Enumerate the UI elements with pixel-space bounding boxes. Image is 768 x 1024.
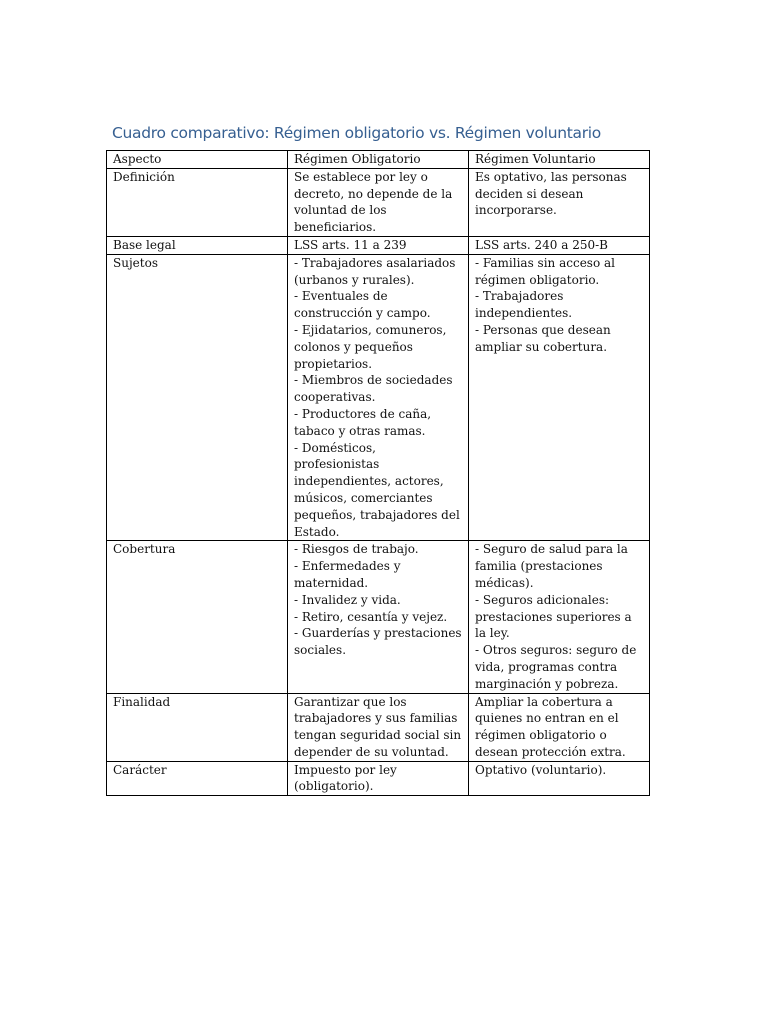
cell-obligatorio: [288, 168, 469, 236]
table-row: [107, 761, 650, 796]
header-regimen-voluntario: Régimen Voluntario: [469, 151, 650, 169]
cell-line: LSS arts. 240 a 250-B: [475, 237, 608, 252]
cell-aspect: Sujetos: [107, 254, 288, 541]
cell-line: - Personas que desean ampliar su cobertura.: [475, 322, 611, 354]
cell-line: - Invalidez y vida.: [294, 592, 401, 607]
cell-line: - Riesgos de trabajo.: [294, 542, 419, 557]
cell-line: - Otros seguros: seguro de vida, programas contra marginación y pobreza.: [475, 643, 637, 691]
cell-line: Es optativo, las personas deciden si desean incorporarse.: [475, 169, 627, 218]
cell-obligatorio: [288, 236, 469, 254]
cell-line: - Eventuales de construcción y campo.: [294, 289, 431, 321]
table-row: [107, 254, 650, 541]
cell-line: - Ejidatarios, comuneros, colonos y pequeños propietarios.: [294, 322, 447, 371]
cell-aspect: Carácter: [107, 761, 288, 796]
cell-line: Se establece por ley o decreto, no depende de la voluntad de los beneficiarios.: [294, 169, 453, 235]
cell-aspect: Base legal: [107, 236, 288, 254]
cell-line: - Trabajadores asalariados (urbanos y rurales).: [294, 255, 456, 287]
cell-line: - Domésticos, profesionistas independientes, actores, músicos, comerciantes pequeños, trabajadores del Estado.: [294, 440, 460, 539]
table-row: [107, 168, 650, 236]
cell-obligatorio: [288, 541, 469, 693]
cell-line: Impuesto por ley (obligatorio).: [294, 762, 397, 794]
cell-voluntario: [469, 693, 650, 761]
table-row: [107, 541, 650, 693]
cell-voluntario: [469, 236, 650, 254]
header-aspecto: Aspecto: [107, 151, 288, 169]
cell-voluntario: [469, 254, 650, 541]
cell-aspect: Finalidad: [107, 693, 288, 761]
cell-voluntario: [469, 541, 650, 693]
cell-line: - Seguros adicionales: prestaciones superiores a la ley.: [475, 592, 632, 641]
table-row: [107, 236, 650, 254]
header-regimen-obligatorio: Régimen Obligatorio: [288, 151, 469, 169]
table-row: [107, 693, 650, 761]
cell-aspect: Cobertura: [107, 541, 288, 693]
cell-voluntario: [469, 168, 650, 236]
cell-line: - Trabajadores independientes.: [475, 289, 573, 321]
cell-line: - Retiro, cesantía y vejez.: [294, 609, 448, 624]
table-body: [107, 168, 650, 795]
table-header-row: [107, 151, 650, 169]
cell-line: - Guarderías y prestaciones sociales.: [294, 626, 462, 658]
cell-line: Optativo (voluntario).: [475, 762, 607, 777]
cell-line: - Enfermedades y maternidad.: [294, 559, 401, 590]
cell-line: - Familias sin acceso al régimen obligatorio.: [475, 255, 615, 287]
cell-line: - Seguro de salud para la familia (prestaciones médicas).: [475, 542, 628, 590]
cell-line: Ampliar la cobertura a quienes no entran en el régimen obligatorio o desean protección extra.: [475, 694, 626, 759]
cell-obligatorio: [288, 693, 469, 761]
cell-obligatorio: [288, 761, 469, 796]
cell-aspect: Definición: [107, 168, 288, 236]
cell-voluntario: [469, 761, 650, 796]
document-title: Cuadro comparativo: Régimen obligatorio vs. Régimen voluntario: [112, 124, 601, 142]
cell-line: - Productores de caña, tabaco y otras ramas.: [294, 406, 432, 438]
cell-line: Garantizar que los trabajadores y sus familias tengan seguridad social sin depender de su voluntad.: [294, 694, 462, 759]
comparison-table: [106, 150, 650, 796]
cell-obligatorio: [288, 254, 469, 541]
cell-line: - Miembros de sociedades cooperativas.: [294, 373, 453, 405]
cell-line: LSS arts. 11 a 239: [294, 237, 407, 252]
